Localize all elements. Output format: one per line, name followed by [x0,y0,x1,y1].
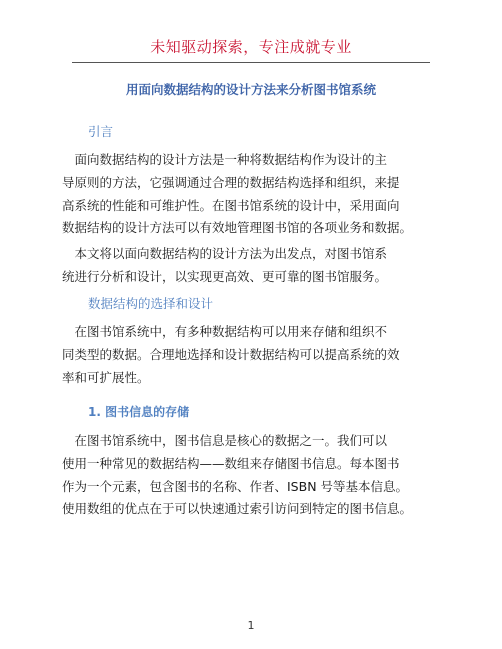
paragraph-line: 统进行分析和设计，以实现更高效、更可靠的图书馆服务。 [62,268,388,284]
paragraph-line: 同类型的数据。合理地选择和设计数据结构可以提高系统的效 [62,346,400,362]
paragraph-line: 使用数组的优点在于可以快速通过索引访问到特定的图书信息。 [62,501,413,517]
subsection-heading-book-storage: 1. 图书信息的存储 [88,405,190,419]
document-title: 用面向数据结构的设计方法来分析图书馆系统 [125,82,376,97]
paragraph-line: 在图书馆系统中，有多种数据结构可以用来存储和组织不 [62,324,388,339]
paragraph-line: 数据结构的设计方法可以有效地管理图书馆的各项业务和数据。 [62,220,413,236]
section-heading-data-structure: 数据结构的选择和设计 [88,296,214,311]
paragraph-line: 在图书馆系统中，图书信息是核心的数据之一。我们可以 [62,433,388,448]
paragraph-intro-2 [62,243,448,289]
section-heading-intro: 引言 [88,124,114,139]
paragraph-line: 使用一种常见的数据结构——数组来存储图书信息。每本图书 [62,455,400,471]
paragraph-line: 本文将以面向数据结构的设计方法为出发点，对图书馆系 [62,246,388,261]
paragraph-line: 面向数据结构的设计方法是一种将数据结构作为设计的主 [62,152,388,167]
paragraph-intro-1 [62,149,448,240]
paragraph-line: 导原则的方法，它强调通过合理的数据结构选择和组织，来提 [62,174,400,190]
paragraph-line: 高系统的性能和可维护性。在图书馆系统的设计中，采用面向 [62,197,400,213]
page-number: 1 [247,619,255,632]
page-header: 未知驱动探索，专注成就专业 [150,38,352,56]
paragraph-line: 作为一个元素，包含图书的名称、作者、ISBN 号等基本信息。 [62,478,409,494]
paragraph-data-structure-1 [62,321,448,389]
header-rule [72,62,430,63]
paragraph-book-storage-1 [62,430,448,521]
paragraph-line: 率和可扩展性。 [62,369,150,385]
